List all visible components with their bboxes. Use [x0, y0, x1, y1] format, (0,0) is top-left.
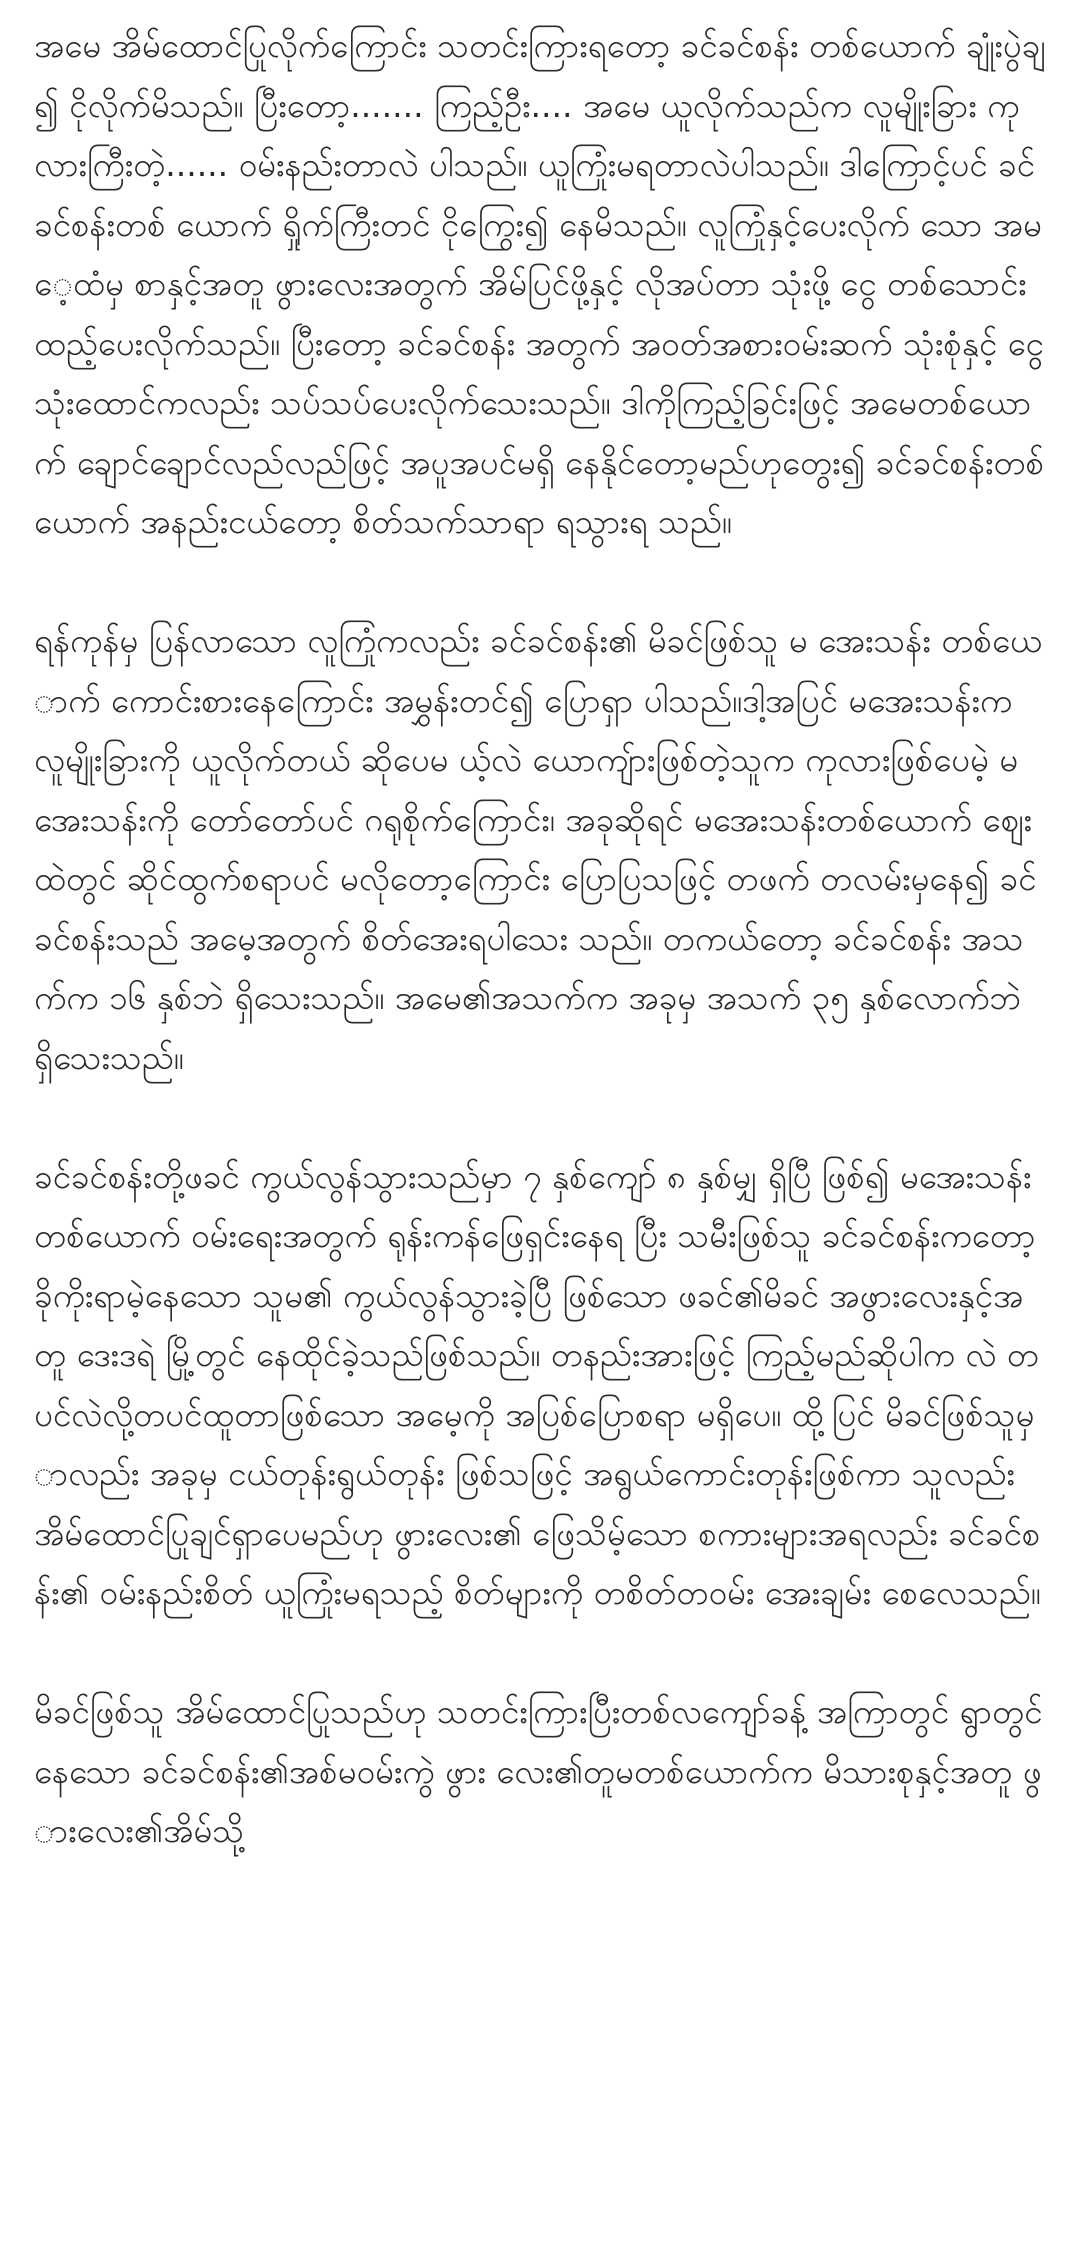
- article-paragraph-1: အမေ အိမ်ထောင်ပြုလိုက်ကြောင်း သတင်းကြားရတော့ ခင်ခင်စန်း တစ်ယောက် ချုံးပွဲချ၍ ငိုလိုက်မိသည်။ ပြီးတော့....... ကြည့်ဦး.... အမေ ယူလိုက်သည်က လူမျိုးခြား ကုလားကြီးတဲ့...... ဝမ်းနည်းတာလဲ ပါသည်။ ယူကြုံးမရတာလဲပါသည်။ ဒါကြောင့်ပင် ခင်ခင်စန်းတစ် ယောက် ရှိုက်ကြီးတင် ငိုကြွေး၍ နေမိသည်။ လူကြုံနှင့်ပေးလိုက် သော အမေ့ထံမှ စာနှင့်အတူ ဖွားလေးအတွက် အိမ်ပြင်ဖို့နှင့် လိုအပ်တာ သုံးဖို့ ငွေ တစ်သောင်း ထည့်ပေးလိုက်သည်။ ပြီးတော့ ခင်ခင်စန်း အတွက် အဝတ်အစားဝမ်းဆက် သုံးစုံနှင့် ငွေသုံးထောင်ကလည်း သပ်သပ်ပေးလိုက်သေးသည်။ ဒါကိုကြည့်ခြင်းဖြင့် အမေတစ်ယောက် ချောင်ချောင်လည်လည်ဖြင့် အပူအပင်မရှိ နေနိုင်တော့မည်ဟုတွေး၍ ခင်ခင်စန်းတစ်ယောက် အနည်းငယ်တော့ စိတ်သက်သာရာ ရသွားရ သည်။: [34, 26, 1046, 541]
- bottom-fade: [0, 2193, 1080, 2253]
- article-paragraph-2: ရန်ကုန်မှ ပြန်လာသော လူကြုံကလည်း ခင်ခင်စန်း၏ မိခင်ဖြစ်သူ မ အေးသန်း တစ်ယောက် ကောင်းစားနေကြောင်း အမွှန်းတင်၍ ပြောရှာ ပါသည်။ဒါ့အပြင် မအေးသန်းက လူမျိုးခြားကို ယူလိုက်တယ် ဆိုပေမ ယ့်လဲ ယောကျ်ားဖြစ်တဲ့သူက ကုလားဖြစ်ပေမဲ့ မအေးသန်းကို တော်တော်ပင် ဂရုစိုက်ကြောင်း၊ အခုဆိုရင် မအေးသန်းတစ်ယောက် ဈေးထဲတွင် ဆိုင်ထွက်စရာပင် မလိုတော့ကြောင်း ပြောပြသဖြင့် တဖက် တလမ်းမှနေ၍ ခင်ခင်စန်းသည် အမေ့အတွက် စိတ်အေးရပါသေး သည်။ တကယ်တော့ ခင်ခင်စန်း အသက်က ၁၆ နှစ်ဘဲ ရှိသေးသည်။ အမေ၏အသက်က အခုမှ အသက် ၃၅ နှစ်လောက်ဘဲ ရှိသေးသည်။: [34, 621, 1042, 1077]
- article-paragraph-3: ခင်ခင်စန်းတို့ဖခင် ကွယ်လွန်သွားသည်မှာ ၇ နှစ်ကျော် ၈ နှစ်မျှ ရှိပြီ ဖြစ်၍ မအေးသန်းတစ်ယောက် ဝမ်းရေးအတွက် ရုန်းကန်ဖြေရှင်းနေရ ပြီး သမီးဖြစ်သူ ခင်ခင်စန်းကတော့ ခိုကိုးရာမဲ့နေသော သူမ၏ ကွယ်လွန်သွားခဲ့ပြီ ဖြစ်သော ဖခင်၏မိခင် အဖွားလေးနှင့်အတူ ဒေးဒရဲ မြို့တွင် နေထိုင်ခဲ့သည်ဖြစ်သည်။ တနည်းအားဖြင့် ကြည့်မည်ဆိုပါက လဲ တပင်လဲလို့တပင်ထူတာဖြစ်သော အမေ့ကို အပြစ်ပြောစရာ မရှိပေ။ ထို့ပြင် မိခင်ဖြစ်သူမှာလည်း အခုမှ ငယ်တုန်းရွယ်တုန်း ဖြစ်သဖြင့် အရွယ်ကောင်းတုန်းဖြစ်ကာ သူလည်း အိမ်ထောင်ပြုချင်ရှာပေမည်ဟု ဖွားလေး၏ ဖြေသိမ့်သော စကားများအရလည်း ခင်ခင်စန်း၏ ဝမ်းနည်းစိတ် ယူကြုံးမရသည့် စိတ်များကို တစိတ်တဝမ်း အေးချမ်း စေလေသည်။: [34, 1156, 1041, 1612]
- article-body: [34, 16, 1046, 1920]
- article-paragraph-4: မိခင်ဖြစ်သူ အိမ်ထောင်ပြုသည်ဟု သတင်းကြားပြီးတစ်လကျော်ခန့် အကြာတွင် ရွာတွင်နေသော ခင်ခင်စန်း၏အစ်မဝမ်းကွဲ ဖွား လေး၏တူမတစ်ယောက်က မိသားစုနှင့်အတူ ဖွားလေး၏အိမ်သို့: [34, 1692, 1043, 1850]
